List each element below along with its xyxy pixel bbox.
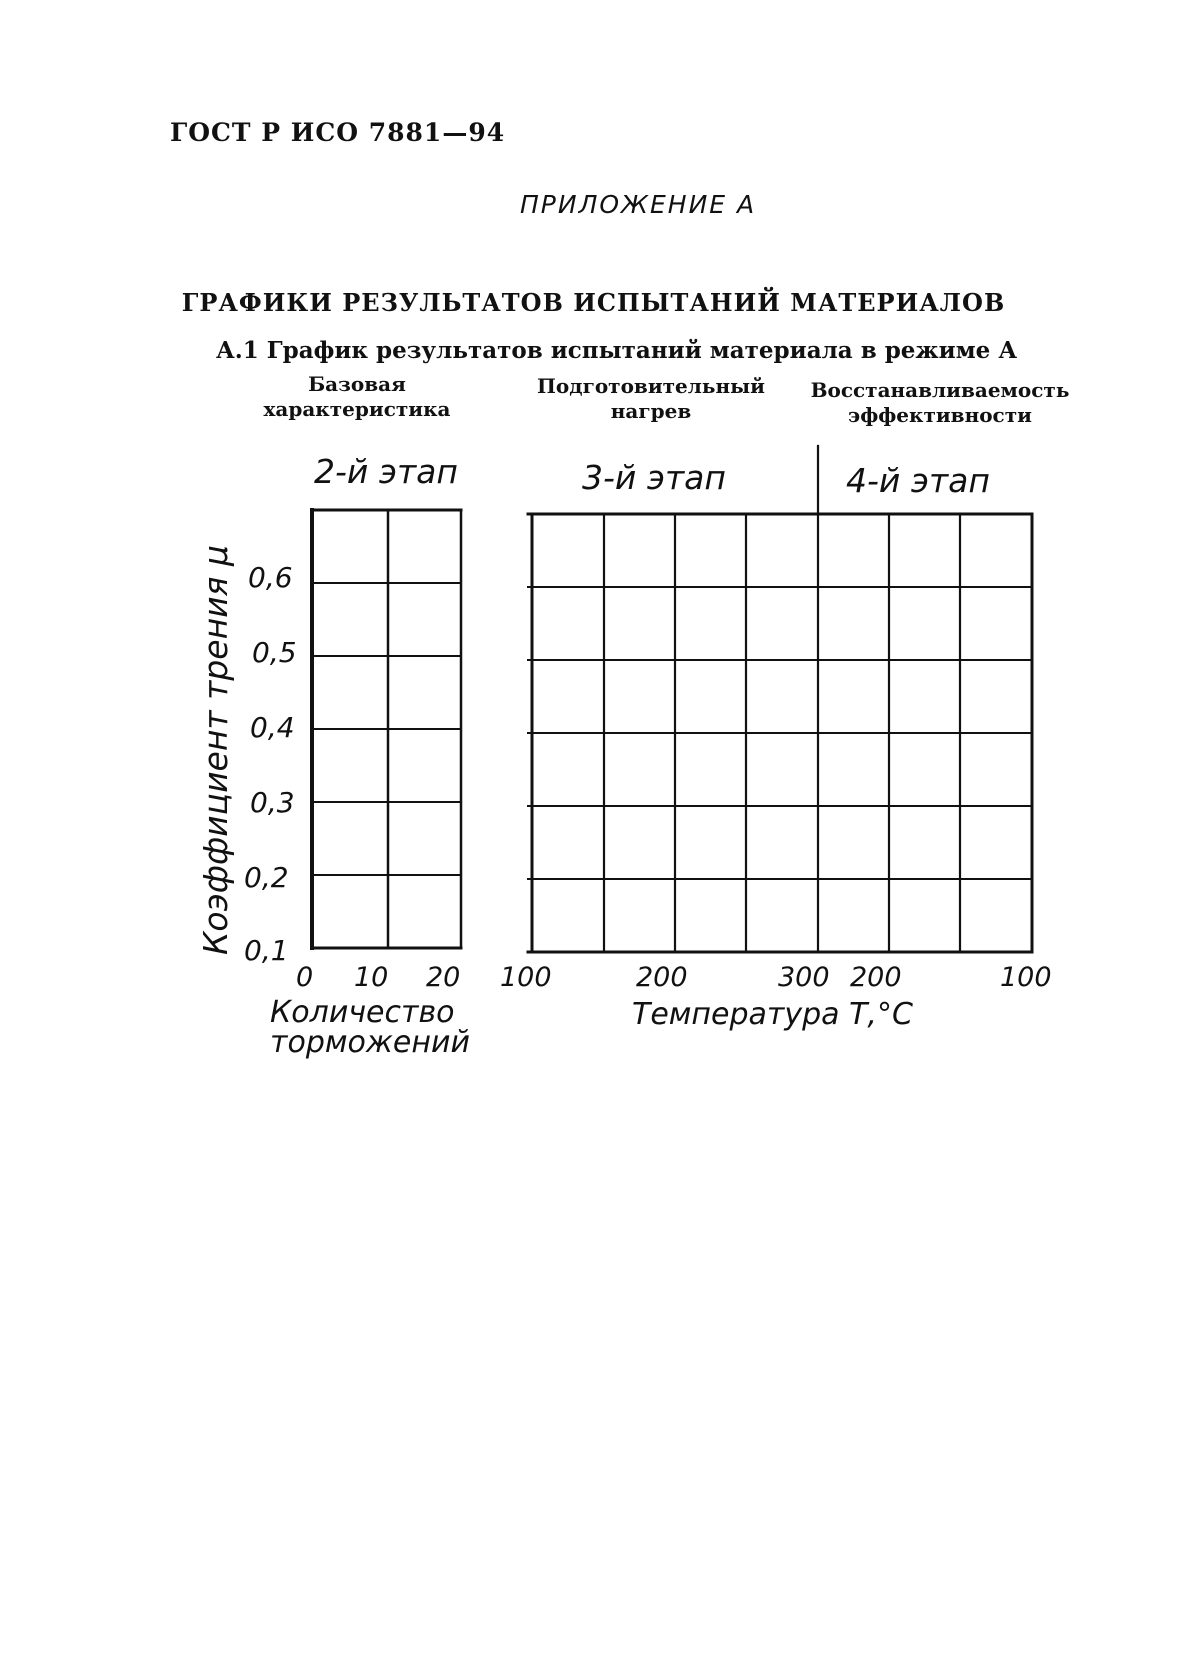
appendix-label: ПРИЛОЖЕНИЕ А (520, 190, 757, 219)
standard-number: ГОСТ Р ИСО 7881—94 (170, 118, 506, 147)
x-tick-label: 0 (296, 962, 314, 993)
x-tick-label: 200 (636, 962, 688, 993)
stage-4-label: 4-й этап (846, 461, 990, 500)
x-tick-label: 100 (1000, 962, 1052, 993)
y-tick-label: 0,3 (250, 786, 295, 819)
x-axis-label-line2: торможений (270, 1025, 470, 1060)
column-header-preheat-line1: Подготовительный (537, 374, 765, 398)
y-tick-label: 0,5 (252, 636, 297, 669)
stage-3-label: 3-й этап (582, 458, 726, 497)
y-tick-label: 0,4 (250, 711, 295, 744)
x-tick-label: 20 (426, 962, 461, 993)
y-tick-label: 0,1 (244, 934, 289, 967)
column-header-base-line2: характеристика (263, 397, 451, 421)
x-tick-label: 10 (354, 962, 389, 993)
stage-2-label: 2-й этап (314, 452, 458, 491)
y-tick-label: 0,6 (248, 561, 293, 594)
y-tick-label: 0,2 (244, 861, 289, 894)
column-header-preheat-line2: нагрев (610, 399, 692, 423)
x-tick-label: 300 (778, 962, 830, 993)
y-axis-label: Коэффициент трения μ (196, 545, 235, 955)
column-header-recovery-line1: Восстанавливаемость (810, 378, 1070, 402)
figure-caption: А.1 График результатов испытаний материала в режиме А (216, 337, 1018, 364)
x-axis-label-line1: Количество (270, 995, 455, 1030)
column-header-recovery-line2: эффективности (848, 403, 1032, 427)
column-header-base-line1: Базовая (308, 372, 406, 396)
document-title: ГРАФИКИ РЕЗУЛЬТАТОВ ИСПЫТАНИЙ МАТЕРИАЛОВ (181, 288, 1006, 317)
x-tick-label: 100 (500, 962, 552, 993)
x-axis-label-temperature: Температура Т,°С (632, 997, 913, 1032)
x-tick-label: 200 (850, 962, 902, 993)
